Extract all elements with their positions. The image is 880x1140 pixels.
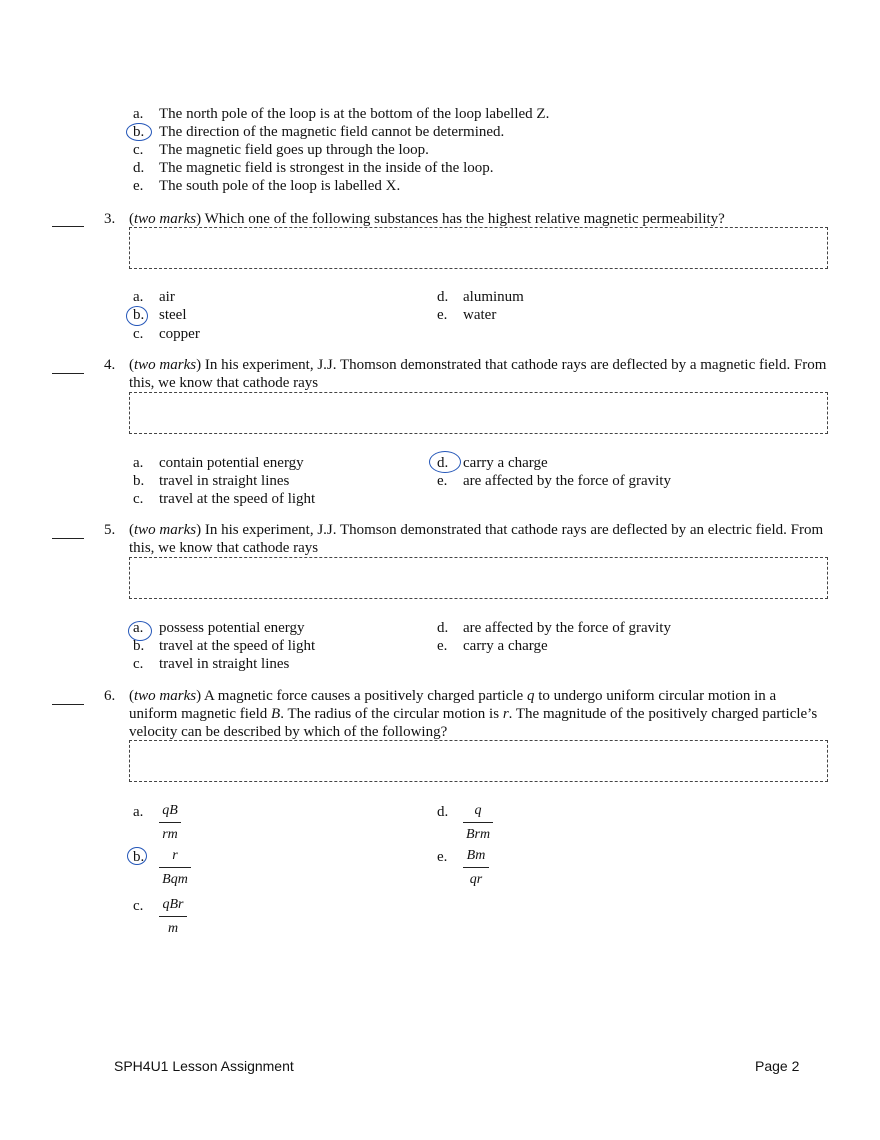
answer-circle-mark bbox=[126, 306, 148, 326]
denominator: Bqm bbox=[162, 872, 188, 887]
denominator: m bbox=[167, 921, 179, 936]
option-c-label: c. bbox=[133, 491, 144, 507]
question-stem: (two marks) A magnetic force causes a positively charged particle q to undergo uniform circular motion in a uniform magnetic field B. The radius of the circular motion is r. The magnitude of the positively charged particle’s velocity can be described by which of the following? bbox=[129, 688, 818, 740]
denominator: rm bbox=[162, 827, 178, 842]
option-a-text: contain potential energy bbox=[159, 455, 304, 471]
option-e-text: are affected by the force of gravity bbox=[463, 473, 671, 489]
marks-label: two marks bbox=[134, 211, 197, 227]
answer-circle-mark bbox=[127, 847, 147, 865]
q2-option-d-label: d. bbox=[133, 160, 145, 176]
option-a-text: air bbox=[159, 289, 175, 305]
stem-text: In his experiment, J.J. Thomson demonstrated that cathode rays are deflected by a magnetic field. From this, we know that cathode rays bbox=[129, 357, 827, 391]
option-e-text: carry a charge bbox=[463, 638, 548, 654]
option-b-text: steel bbox=[159, 307, 187, 323]
stem-text: In his experiment, J.J. Thomson demonstrated that cathode rays are deflected by an electric field. From this, we know that cathode rays bbox=[129, 522, 824, 556]
option-a-label: a. bbox=[133, 289, 144, 305]
option-c-text: travel in straight lines bbox=[159, 656, 290, 672]
option-b-text: travel in straight lines bbox=[159, 473, 290, 489]
question-stem: (two marks) In his experiment, J.J. Thomson demonstrated that cathode rays are deflected by an electric field. From this, we know that cathode rays bbox=[129, 522, 824, 556]
stem-text: . The magnitude of the positively charged particle’s velocity can be described by which of the following? bbox=[129, 706, 818, 740]
stem-text: Which one of the following substances has the highest relative magnetic permeability? bbox=[201, 211, 725, 227]
q2-option-e-text: The south pole of the loop is labelled X. bbox=[159, 178, 401, 194]
numerator: q bbox=[474, 803, 482, 818]
option-c-text: copper bbox=[159, 326, 200, 342]
option-c-label: c. bbox=[133, 656, 144, 672]
denominator: Brm bbox=[465, 827, 491, 842]
question-number: 4. bbox=[104, 357, 116, 373]
question-stem: (two marks) In his experiment, J.J. Thomson demonstrated that cathode rays are deflected by a magnetic field. From this, we know that cathode rays bbox=[129, 357, 827, 391]
option-e-label: e. bbox=[437, 638, 448, 654]
marks-label: two marks bbox=[134, 357, 197, 373]
answer-blank[interactable] bbox=[52, 373, 84, 374]
stem-text: A magnetic force causes a positively charged particle bbox=[201, 688, 527, 704]
option-c-label: c. bbox=[133, 898, 144, 914]
footer-page-number: Page 2 bbox=[755, 1058, 800, 1074]
option-b-label: b. bbox=[133, 638, 145, 654]
fraction-bar bbox=[463, 822, 493, 823]
option-a-label: a. bbox=[133, 455, 144, 471]
option-c-fraction bbox=[159, 897, 187, 937]
fraction-bar bbox=[463, 867, 489, 868]
option-d-text: aluminum bbox=[463, 289, 524, 305]
q2-option-a-label: a. bbox=[133, 106, 144, 122]
option-b-label: b. bbox=[133, 473, 145, 489]
stem-text: to undergo uniform circular motion in a uniform magnetic field bbox=[129, 688, 777, 722]
option-e-text: water bbox=[463, 307, 497, 323]
numerator: Bm bbox=[466, 848, 486, 863]
option-d-text: are affected by the force of gravity bbox=[463, 620, 671, 636]
variable-b: B bbox=[271, 706, 281, 722]
answer-circle-mark bbox=[126, 123, 152, 141]
q2-option-b-text: The direction of the magnetic field cannot be determined. bbox=[159, 124, 505, 140]
answer-box[interactable] bbox=[129, 557, 828, 599]
option-e-label: e. bbox=[437, 473, 448, 489]
stem-text: . The radius of the circular motion is bbox=[280, 706, 503, 722]
option-a-text: possess potential energy bbox=[159, 620, 305, 636]
q2-option-d-text: The magnetic field is strongest in the inside of the loop. bbox=[159, 160, 494, 176]
option-a-label: a. bbox=[133, 804, 144, 820]
question-stem: (two marks) Which one of the following substances has the highest relative magnetic permeability? bbox=[129, 211, 725, 227]
q2-option-c-label: c. bbox=[133, 142, 144, 158]
option-e-label: e. bbox=[437, 849, 448, 865]
answer-circle-mark bbox=[128, 621, 152, 641]
option-a-fraction bbox=[159, 803, 181, 843]
option-d-fraction bbox=[463, 803, 493, 843]
option-d-text: carry a charge bbox=[463, 455, 548, 471]
denominator: qr bbox=[469, 872, 483, 887]
answer-blank[interactable] bbox=[52, 538, 84, 539]
question-number: 5. bbox=[104, 522, 116, 538]
fraction-bar bbox=[159, 916, 187, 917]
question-number: 6. bbox=[104, 688, 116, 704]
answer-box[interactable] bbox=[129, 392, 828, 434]
fraction-bar bbox=[159, 822, 181, 823]
q2-option-c-text: The magnetic field goes up through the loop. bbox=[159, 142, 429, 158]
q2-option-a-text: The north pole of the loop is at the bottom of the loop labelled Z. bbox=[159, 106, 550, 122]
option-d-label: d. bbox=[437, 289, 449, 305]
answer-box[interactable] bbox=[129, 227, 828, 269]
footer-course: SPH4U1 Lesson Assignment bbox=[114, 1058, 294, 1074]
answer-box[interactable] bbox=[129, 740, 828, 782]
option-d-label: d. bbox=[437, 455, 449, 471]
option-c-label: c. bbox=[133, 326, 144, 342]
numerator: qBr bbox=[162, 897, 184, 912]
marks-label: two marks bbox=[134, 688, 197, 704]
option-b-fraction bbox=[159, 848, 191, 888]
option-d-label: d. bbox=[437, 620, 449, 636]
answer-blank[interactable] bbox=[52, 704, 84, 705]
answer-blank[interactable] bbox=[52, 226, 84, 227]
option-a-label: a. bbox=[133, 620, 144, 636]
variable-r: r bbox=[502, 706, 509, 722]
option-e-label: e. bbox=[437, 307, 448, 323]
option-e-fraction bbox=[463, 848, 489, 888]
q2-option-e-label: e. bbox=[133, 178, 144, 194]
option-b-text: travel at the speed of light bbox=[159, 638, 316, 654]
question-number: 3. bbox=[104, 211, 116, 227]
variable-q: q bbox=[526, 688, 535, 704]
marks-label: two marks bbox=[134, 522, 197, 538]
q2-option-b-label: b. bbox=[133, 124, 145, 140]
option-b-label: b. bbox=[133, 849, 145, 865]
numerator: qB bbox=[162, 803, 178, 818]
option-b-label: b. bbox=[133, 307, 145, 323]
option-c-text: travel at the speed of light bbox=[159, 491, 316, 507]
fraction-bar bbox=[159, 867, 191, 868]
numerator: r bbox=[172, 848, 178, 863]
answer-circle-mark bbox=[429, 451, 461, 473]
option-d-label: d. bbox=[437, 804, 449, 820]
